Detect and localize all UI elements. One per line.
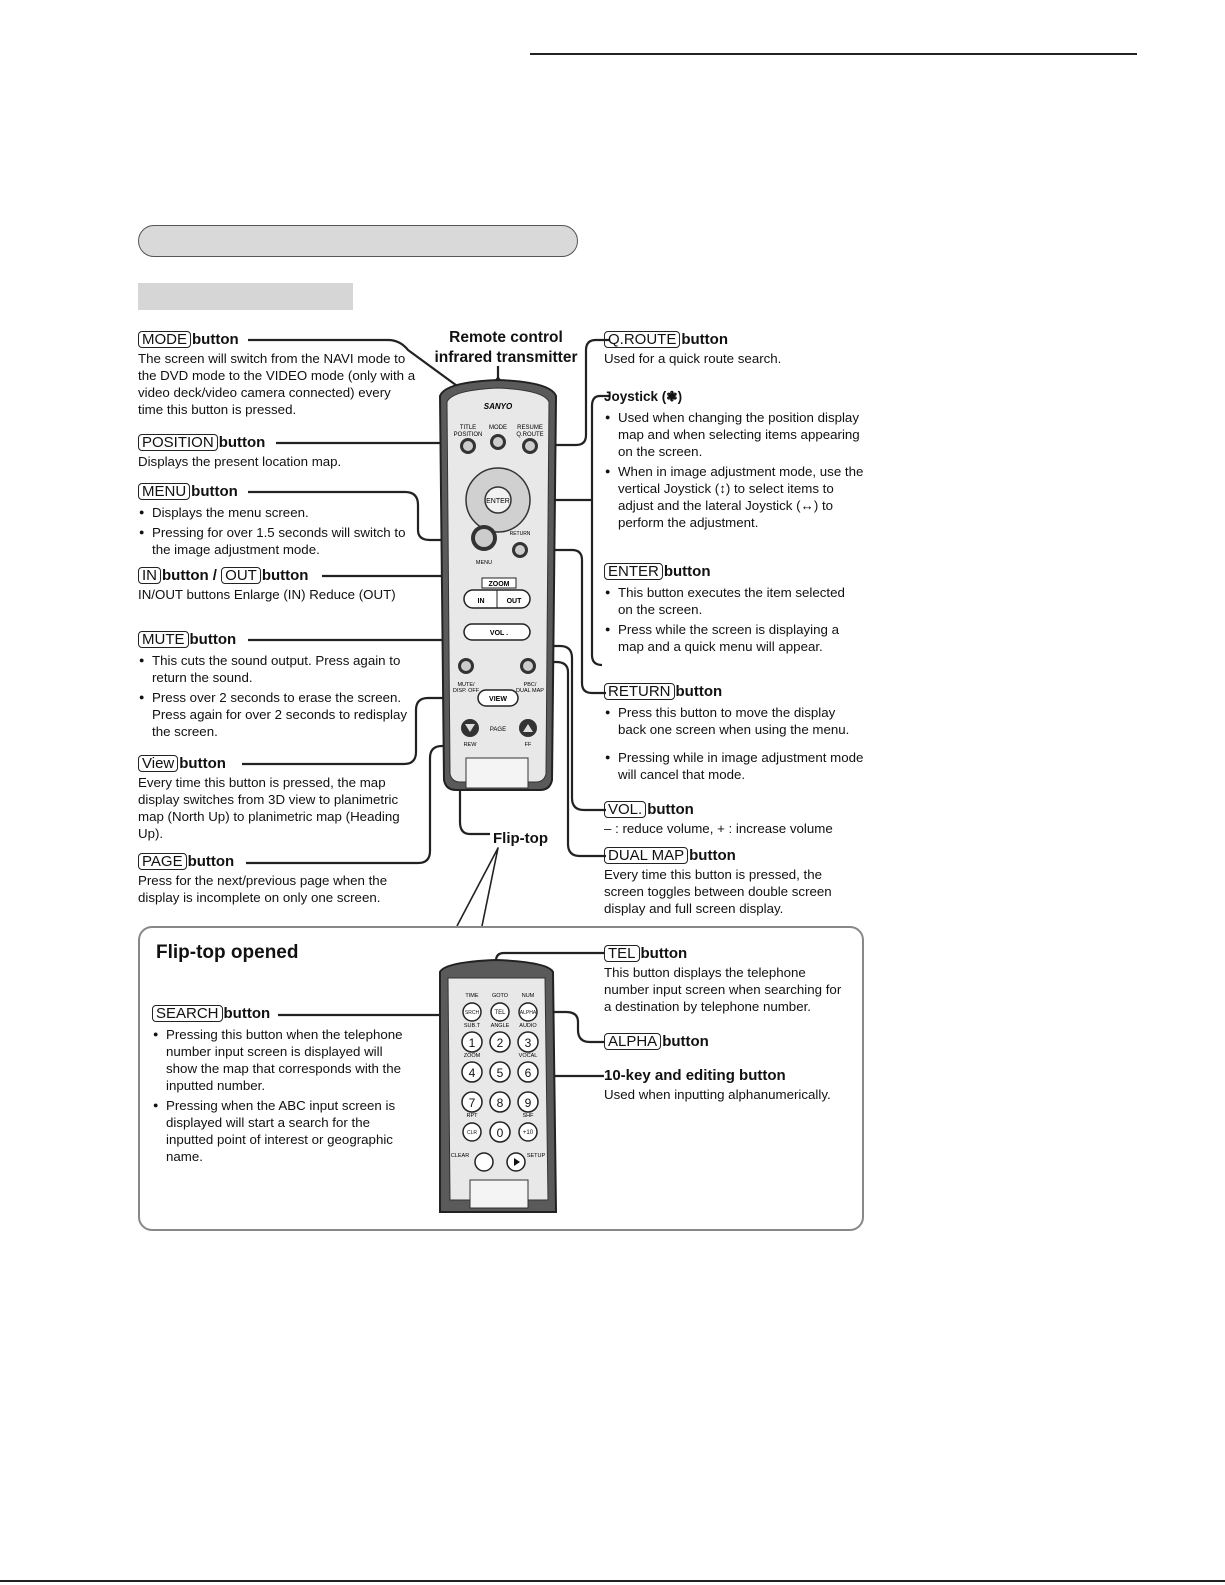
qroute-key: Q.ROUTE <box>604 331 680 348</box>
svg-text:ZOOM: ZOOM <box>463 1053 481 1059</box>
enter-callout: ENTER button ● This button executes the item selected on the screen. ● Press while the screen is displaying a map and a quick menu will appear. <box>604 562 859 655</box>
svg-text:AUDIO: AUDIO <box>519 1023 537 1029</box>
fliptop-box-title: Flip-top opened <box>156 942 299 963</box>
mute-key: MUTE <box>138 631 189 648</box>
svg-text:NUM: NUM <box>521 993 535 999</box>
vol-key: VOL. <box>604 801 646 818</box>
svg-text:ZOOM: ZOOM <box>488 581 510 588</box>
tenkey-callout: 10-key and editing button Used when inputting alphanumerically. <box>604 1067 831 1102</box>
svg-text:RPT: RPT <box>466 1113 478 1119</box>
svg-text:ANGLE: ANGLE <box>490 1023 510 1029</box>
alpha-callout: ALPHA button <box>604 1032 849 1052</box>
inout-callout: IN button / OUT button IN/OUT buttons Enlarge (IN) Reduce (OUT) <box>138 567 396 602</box>
enter-key: ENTER <box>604 563 663 580</box>
svg-text:RESUME: RESUME <box>517 425 543 431</box>
transmitter-label: Remote control infrared transmitter <box>434 329 578 366</box>
return-callout: RETURN button ● Press this button to move the display back one screen when using the menu. ● Pressing while in image adjustment mode will cancel that mode. <box>604 682 864 783</box>
svg-text:SHF: SHF <box>522 1113 534 1119</box>
svg-text:7: 7 <box>468 1096 476 1110</box>
svg-text:PAGE: PAGE <box>489 727 507 733</box>
tel-key: TEL <box>604 945 640 962</box>
fliptop-label: Flip-top <box>493 830 548 847</box>
svg-text:Q.ROUTE: Q.ROUTE <box>516 432 544 438</box>
svg-text:0: 0 <box>496 1126 504 1140</box>
page-key: PAGE <box>138 853 187 870</box>
mute-callout: MUTE button ● This cuts the sound output. Press again to return the sound. ● Press over 2 seconds to erase the screen. Press again for over 2 seconds to redisplay the screen. <box>138 630 418 740</box>
qroute-callout: Q.ROUTE button Used for a quick route search. <box>604 331 782 366</box>
svg-text:OUT: OUT <box>506 598 522 605</box>
view-key: View <box>138 755 178 772</box>
svg-text:3: 3 <box>524 1036 532 1050</box>
search-key: SEARCH <box>152 1005 223 1022</box>
svg-text:ENTER: ENTER <box>486 498 510 505</box>
joystick-callout: Joystick (❃) ● Used when changing the position display map and when selecting items appearing on the screen. ● When in image adjustment mode, use the vertical Joystick (↕) to select items to adjust and the lateral Joystick (↔) to perform the adjustment. <box>604 387 864 531</box>
svg-text:SUB.T: SUB.T <box>463 1023 481 1029</box>
svg-text:5: 5 <box>496 1066 504 1080</box>
remote-control-body <box>440 380 556 790</box>
svg-text:RETURN: RETURN <box>509 531 531 537</box>
svg-text:SETUP: SETUP <box>526 1153 546 1159</box>
view-callout: View button Every time this button is pressed, the map display switches from 3D view to planimetric map (North Up) to planimetric map (Heading Up). <box>138 755 400 841</box>
svg-text:8: 8 <box>496 1096 504 1110</box>
svg-text:IN: IN <box>477 598 485 605</box>
vol-callout: VOL. button – : reduce volume, + : increase volume <box>604 801 833 836</box>
svg-text:TEL: TEL <box>494 1010 506 1016</box>
svg-text:CLEAR: CLEAR <box>450 1153 470 1159</box>
svg-text:1: 1 <box>468 1036 476 1050</box>
svg-text:SRCH: SRCH <box>464 1010 480 1016</box>
svg-text:2: 2 <box>496 1036 504 1050</box>
svg-text:9: 9 <box>524 1096 532 1110</box>
svg-text:VOL .: VOL . <box>489 630 509 637</box>
dualmap-callout: DUAL MAP button Every time this button is pressed, the screen toggles between double screen display and full screen display. <box>604 847 832 916</box>
menu-key: MENU <box>138 483 190 500</box>
svg-text:SANYO: SANYO <box>483 402 513 411</box>
mode-key: MODE <box>138 331 191 348</box>
svg-text:+10: +10 <box>522 1130 534 1136</box>
svg-text:MUTE/: MUTE/ <box>457 682 475 688</box>
svg-text:PBC/: PBC/ <box>523 682 537 688</box>
footer-rule <box>0 1580 1225 1582</box>
svg-text:TITLE: TITLE <box>459 425 477 431</box>
search-callout: SEARCH button ● Pressing this button when the telephone number input screen is displayed will show the map that corresponds with the inputted number. ● Pressing when the ABC input screen is displayed will start a search for the inputted point of interest or geographic name. <box>152 1004 414 1165</box>
svg-text:MENU: MENU <box>475 560 493 566</box>
svg-text:GOTO: GOTO <box>491 993 509 999</box>
svg-text:REW: REW <box>463 742 477 748</box>
position-callout: POSITION button Displays the present location map. <box>138 434 342 469</box>
svg-text:DISP. OFF: DISP. OFF <box>452 688 480 694</box>
svg-text:VOCAL: VOCAL <box>518 1053 538 1059</box>
svg-text:CLR: CLR <box>466 1130 478 1136</box>
svg-text:POSITION: POSITION <box>453 432 483 438</box>
svg-text:MODE: MODE <box>489 425 507 431</box>
svg-text:VIEW: VIEW <box>489 696 507 703</box>
position-key: POSITION <box>138 434 218 451</box>
return-key: RETURN <box>604 683 675 700</box>
svg-text:ALPHA: ALPHA <box>519 1010 537 1016</box>
menu-callout: MENU button ● Displays the menu screen. ● Pressing for over 1.5 seconds will switch to the image adjustment mode. <box>138 482 422 558</box>
tel-callout: TEL button This button displays the telephone number input screen when searching for a destination by telephone number. <box>604 945 842 1014</box>
alpha-key: ALPHA <box>604 1033 661 1050</box>
svg-text:TIME: TIME <box>465 993 479 999</box>
svg-text:FF: FF <box>524 742 532 748</box>
svg-text:6: 6 <box>524 1066 532 1080</box>
page-callout: PAGE button Press for the next/previous page when the display is incomplete on only one screen. <box>138 853 388 905</box>
svg-text:DUAL MAP: DUAL MAP <box>516 688 544 694</box>
svg-text:4: 4 <box>468 1066 476 1080</box>
mode-callout: MODE button The screen will switch from the NAVI mode to the DVD mode to the VIDEO mode (only with a video deck/video camera connected) every time this button is pressed. <box>138 331 416 417</box>
dualmap-key: DUAL MAP <box>604 847 688 864</box>
